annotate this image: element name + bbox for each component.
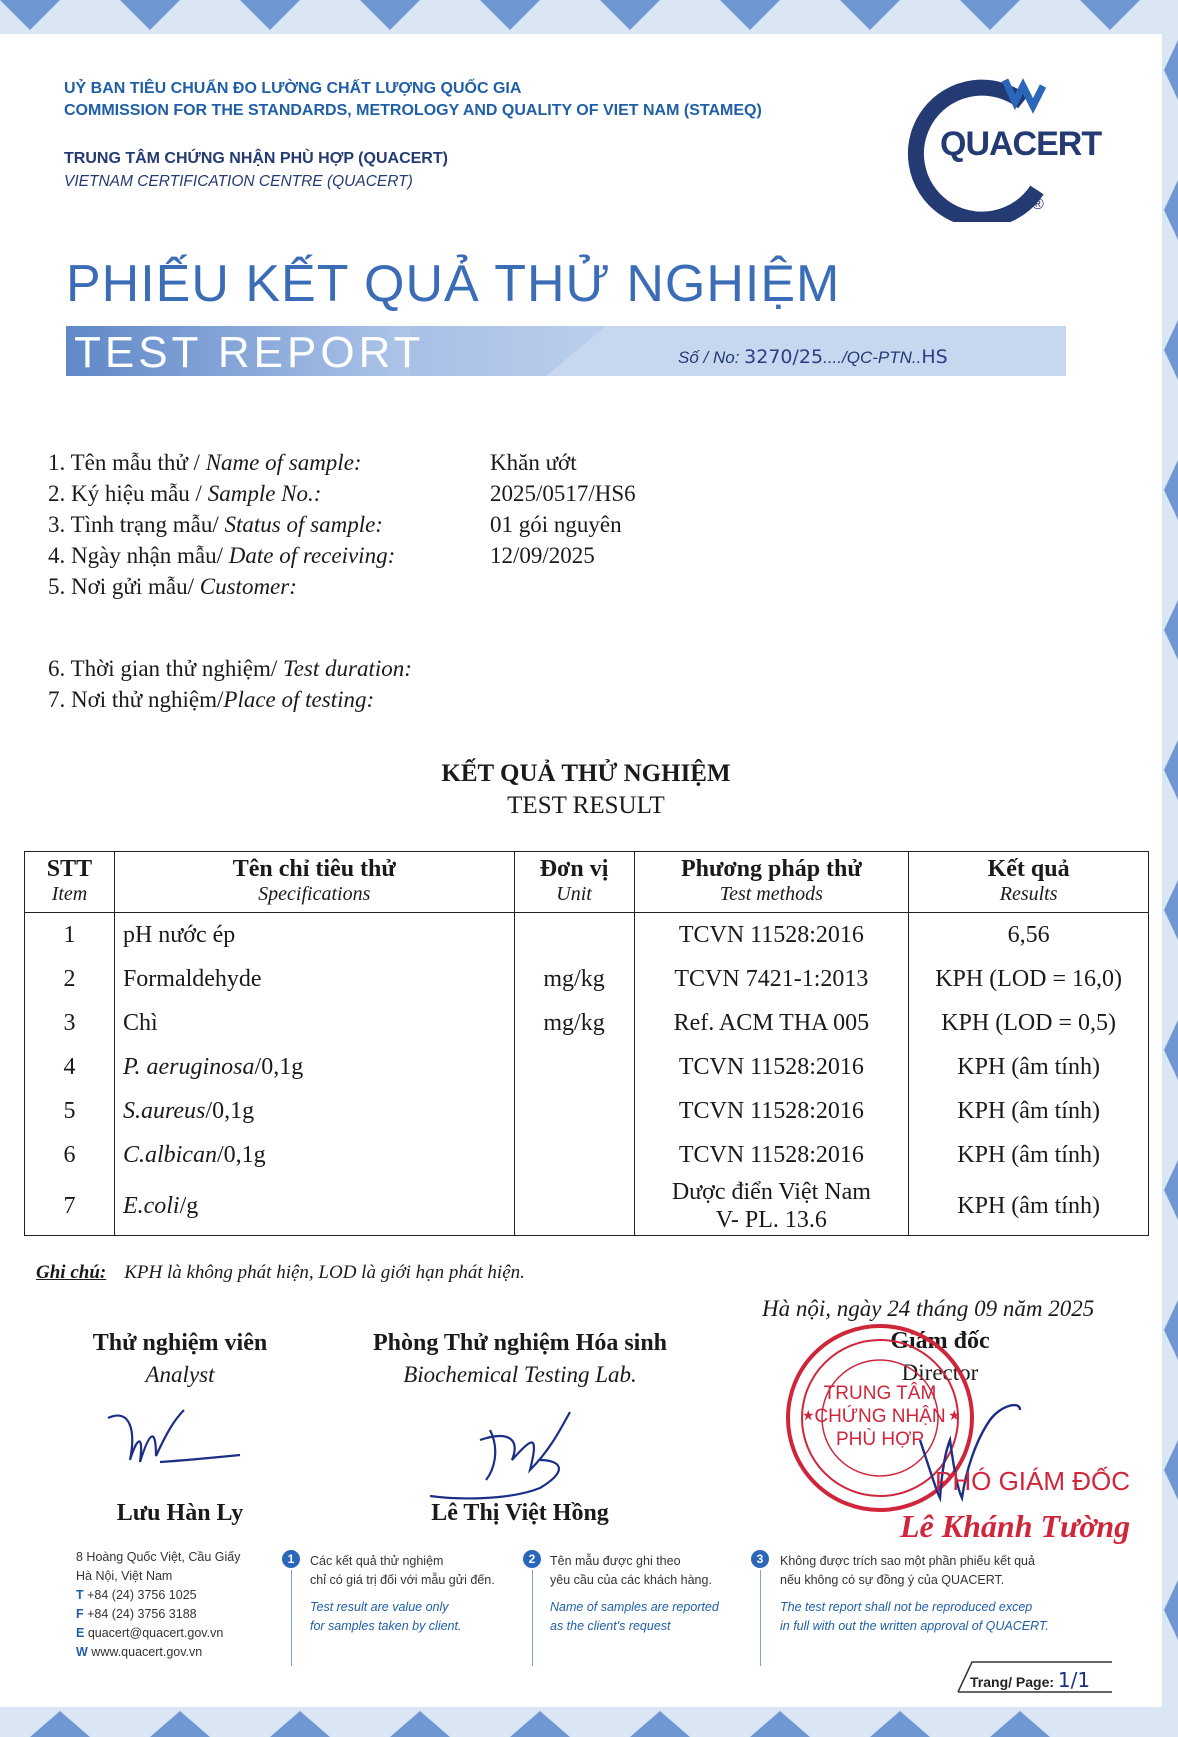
footnote-badge-2: 2 xyxy=(523,1550,541,1568)
footnote-1 xyxy=(310,1552,495,1636)
note-label: Ghi chú: xyxy=(36,1262,107,1283)
note xyxy=(36,1262,525,1284)
info-row-7 xyxy=(0,687,1100,717)
analyst-signature xyxy=(100,1400,250,1480)
info-value: 12/09/2025 xyxy=(490,543,595,568)
table-header-row xyxy=(25,852,1149,913)
info-label: 3. Tình trạng mẫu/ xyxy=(48,512,225,537)
cell-method: TCVN 7421-1:2013 xyxy=(634,957,909,1001)
col-header-spec xyxy=(114,852,514,913)
info-value: Khăn ướt xyxy=(490,450,577,475)
phone: +84 (24) 3756 1025 xyxy=(87,1588,197,1602)
divider xyxy=(291,1570,292,1666)
info-row-6 xyxy=(0,656,1100,686)
bottom-border-pattern xyxy=(0,1707,1178,1737)
report-number-suffix: /QC-PTN xyxy=(842,348,912,367)
col-header-method xyxy=(634,852,909,913)
cell-result: KPH (LOD = 0,5) xyxy=(909,1001,1149,1045)
cell-spec xyxy=(114,1133,514,1177)
info-label: 6. Thời gian thử nghiệm/ xyxy=(48,656,284,681)
svg-text:★: ★ xyxy=(948,1408,961,1424)
cell-spec xyxy=(114,1177,514,1236)
spec-name: P. aeruginosa xyxy=(122,1053,255,1080)
cell-result: KPH (âm tính) xyxy=(909,1045,1149,1089)
table-row xyxy=(25,1133,1149,1177)
cell-spec xyxy=(114,957,514,1001)
cell-result: 6,56 xyxy=(909,913,1149,958)
centre-name-vn: TRUNG TÂM CHỨNG NHẬN PHÙ HỢP (QUACERT) xyxy=(64,150,448,167)
report-number-tail: HS xyxy=(921,346,948,368)
col-header-unit xyxy=(514,852,634,913)
centre-name-en: VIETNAM CERTIFICATION CENTRE (QUACERT) xyxy=(64,173,413,190)
info-row-2 xyxy=(0,481,1100,511)
issue-date: Hà nội, ngày 24 tháng 09 năm 2025 xyxy=(762,1296,1095,1321)
lab-signature xyxy=(420,1400,620,1500)
info-row-3 xyxy=(0,512,1100,542)
footnote-2 xyxy=(550,1552,719,1636)
footnote-text: Không được trích sao một phần phiếu kết quả xyxy=(780,1554,1035,1568)
footer-contact: 8 Hoàng Quốc Việt, Cầu Giấy Hà Nội, Việt Nam T +84 (24) 3756 1025 F +84 (24) 3756 3188 E quacert@quacert.gov.vn W www.quacert.gov.vn xyxy=(76,1550,241,1659)
footnote-text: yêu cầu của các khách hàng. xyxy=(550,1573,712,1587)
table-row xyxy=(25,1177,1149,1236)
cell-spec xyxy=(114,913,514,958)
lab-name: Lê Thị Việt Hồng xyxy=(431,1500,609,1526)
info-row-4 xyxy=(0,543,1100,573)
footnote-text-en: Name of samples are reported xyxy=(550,1600,719,1614)
page-value: 1/1 xyxy=(1057,1668,1091,1692)
analyst-title-en: Analyst xyxy=(145,1362,215,1387)
spec-name: Formaldehyde xyxy=(122,965,262,992)
cell-unit: mg/kg xyxy=(514,1001,634,1045)
right-border-pattern xyxy=(1162,0,1178,1737)
cell-stt: 7 xyxy=(25,1177,115,1236)
info-label-en: Place of testing: xyxy=(223,687,375,712)
footnote-text-en: for samples taken by client. xyxy=(310,1619,462,1633)
footnote-text-en: as the client's request xyxy=(550,1619,671,1633)
cell-unit xyxy=(514,913,634,958)
stamp-line-2: CHỨNG NHẬN xyxy=(814,1406,946,1427)
info-label-en: Date of receiving: xyxy=(228,543,396,568)
cell-stt: 5 xyxy=(25,1089,115,1133)
analyst-title-vn: Thử nghiệm viên xyxy=(92,1330,268,1356)
col-header-en: Specifications xyxy=(258,883,371,905)
org-name-vn: UỶ BAN TIÊU CHUẨN ĐO LƯỜNG CHẤT LƯỢNG QUỐC GIA xyxy=(64,80,522,97)
col-header-stt xyxy=(25,852,115,913)
footnote-badge-1: 1 xyxy=(282,1550,300,1568)
cell-stt: 2 xyxy=(25,957,115,1001)
info-label: 4. Ngày nhận mẫu/ xyxy=(48,543,229,568)
info-row-1 xyxy=(0,450,1100,480)
footnote-3 xyxy=(780,1552,1049,1636)
cell-method: TCVN 11528:2016 xyxy=(634,1133,909,1177)
page-indicator xyxy=(970,1668,1090,1692)
col-header-vn: STT xyxy=(46,856,93,882)
note-text: KPH là không phát hiện, LOD là giới hạn phát hiện. xyxy=(124,1262,525,1283)
info-label-en: Test duration: xyxy=(283,656,412,681)
info-value: 2025/0517/HS6 xyxy=(490,481,636,506)
col-header-vn: Kết quả xyxy=(987,856,1070,882)
address-line-1: 8 Hoàng Quốc Việt, Cầu Giấy xyxy=(76,1550,241,1564)
table-row xyxy=(25,957,1149,1001)
result-title-en: TEST RESULT xyxy=(507,792,665,819)
stamp-line-3: PHÙ HỢP xyxy=(835,1429,925,1450)
info-row-5 xyxy=(0,574,1100,604)
director-name: Lê Khánh Tường xyxy=(900,1508,1131,1544)
svg-text:★: ★ xyxy=(802,1408,815,1424)
footnote-text-en: The test report shall not be reproduced excep xyxy=(780,1600,1033,1614)
footnote-text: Các kết quả thử nghiệm xyxy=(310,1554,444,1568)
cell-stt: 6 xyxy=(25,1133,115,1177)
cell-result: KPH (LOD = 16,0) xyxy=(909,957,1149,1001)
report-number-value: 3270/25 xyxy=(744,346,824,368)
lab-title-vn: Phòng Thử nghiệm Hóa sinh xyxy=(372,1330,668,1356)
cell-unit xyxy=(514,1089,634,1133)
cell-method: TCVN 11528:2016 xyxy=(634,1089,909,1133)
footnote-text: chỉ có giá trị đối với mẫu gửi đến. xyxy=(310,1573,495,1587)
cell-unit xyxy=(514,1133,634,1177)
director-title-en: Director xyxy=(901,1360,979,1385)
info-label-en: Customer: xyxy=(199,574,297,599)
info-label-en: Status of sample: xyxy=(224,512,383,537)
spec-name: C.albican xyxy=(122,1141,217,1168)
spec-name: E.coli xyxy=(122,1193,180,1219)
deputy-director-label: PHÓ GIÁM ĐỐC xyxy=(935,1466,1131,1496)
info-label-en: Sample No.: xyxy=(207,481,322,506)
table-row xyxy=(25,913,1149,958)
divider xyxy=(532,1570,533,1666)
cell-spec xyxy=(114,1045,514,1089)
col-header-result xyxy=(909,852,1149,913)
footnote-text: Tên mẫu được ghi theo xyxy=(550,1554,681,1568)
footnote-text-en: in full with out the written approval of QUACERT. xyxy=(780,1619,1049,1633)
report-number-label: Số / No: xyxy=(678,348,740,367)
spec-qualifier: /0,1g xyxy=(216,1141,266,1168)
footnote-badge-3: 3 xyxy=(751,1550,769,1568)
report-title-vn: PHIẾU KẾT QUẢ THỬ NGHIỆM xyxy=(66,255,841,313)
divider xyxy=(760,1570,761,1666)
col-header-en: Item xyxy=(51,883,88,905)
website: www.quacert.gov.vn xyxy=(91,1645,203,1659)
cell-unit xyxy=(514,1045,634,1089)
report-title-en: TEST REPORT xyxy=(74,328,425,377)
table-row xyxy=(25,1001,1149,1045)
cell-stt: 3 xyxy=(25,1001,115,1045)
col-header-vn: Tên chỉ tiêu thử xyxy=(232,856,396,882)
info-label: 1. Tên mẫu thử / xyxy=(48,450,206,475)
cell-method: TCVN 11528:2016 xyxy=(634,1045,909,1089)
col-header-en: Test methods xyxy=(719,883,823,905)
col-header-en: Results xyxy=(999,883,1058,905)
table-row xyxy=(25,1045,1149,1089)
result-title-vn: KẾT QUẢ THỬ NGHIỆM xyxy=(441,760,731,787)
cell-method: Dược điển Việt Nam V- PL. 13.6 xyxy=(634,1177,909,1236)
footnote-text-en: Test result are value only xyxy=(310,1600,449,1614)
spec-qualifier: /0,1g xyxy=(205,1097,255,1124)
spec-qualifier: /0,1g xyxy=(254,1053,304,1080)
cell-result: KPH (âm tính) xyxy=(909,1089,1149,1133)
page-label: Trang/ Page: xyxy=(970,1674,1055,1690)
table-row xyxy=(25,1089,1149,1133)
org-name-en: COMMISSION FOR THE STANDARDS, METROLOGY AND QUALITY OF VIET NAM (STAMEQ) xyxy=(64,102,762,119)
spec-name: S.aureus xyxy=(122,1097,206,1124)
info-label: 5. Nơi gửi mẫu/ xyxy=(48,574,200,599)
cell-stt: 1 xyxy=(25,913,115,958)
cell-spec xyxy=(114,1089,514,1133)
info-value: 01 gói nguyên xyxy=(490,512,622,537)
top-border-pattern xyxy=(0,0,1178,34)
cell-method: Ref. ACM THA 005 xyxy=(634,1001,909,1045)
info-label: 2. Ký hiệu mẫu / xyxy=(48,481,208,506)
cell-stt: 4 xyxy=(25,1045,115,1089)
spec-qualifier: /g xyxy=(179,1193,199,1219)
col-header-vn: Đơn vị xyxy=(539,856,609,882)
col-header-en: Unit xyxy=(556,883,592,905)
director-title-vn: Giám đốc xyxy=(890,1328,990,1354)
analyst-name: Lưu Hàn Ly xyxy=(116,1500,244,1526)
cell-spec xyxy=(114,1001,514,1045)
spec-name: pH nước ép xyxy=(122,921,236,948)
lab-title-en: Biochemical Testing Lab. xyxy=(403,1362,637,1387)
fax: +84 (24) 3756 3188 xyxy=(87,1607,197,1621)
cell-unit xyxy=(514,1177,634,1236)
cell-result: KPH (âm tính) xyxy=(909,1133,1149,1177)
info-label-en: Name of sample: xyxy=(205,450,362,475)
cell-method: TCVN 11528:2016 xyxy=(634,913,909,958)
spec-name: Chì xyxy=(122,1009,158,1036)
logo-wordmark: QUACERT xyxy=(940,125,1102,163)
cell-unit: mg/kg xyxy=(514,957,634,1001)
info-label: 7. Nơi thử nghiệm/ xyxy=(48,687,224,712)
email: quacert@quacert.gov.vn xyxy=(87,1626,224,1640)
address-line-2: Hà Nội, Việt Nam xyxy=(76,1569,173,1583)
cell-result: KPH (âm tính) xyxy=(909,1177,1149,1236)
stamp-line-1: TRUNG TÂM xyxy=(823,1383,937,1404)
result-table xyxy=(24,851,1149,1236)
report-number: Số / No: 3270/25..../QC-PTN..HS xyxy=(678,346,948,368)
registered-mark: ® xyxy=(1032,196,1044,213)
col-header-vn: Phương pháp thử xyxy=(680,856,862,882)
footnote-text: nếu không có sự đồng ý của QUACERT. xyxy=(780,1573,1005,1587)
